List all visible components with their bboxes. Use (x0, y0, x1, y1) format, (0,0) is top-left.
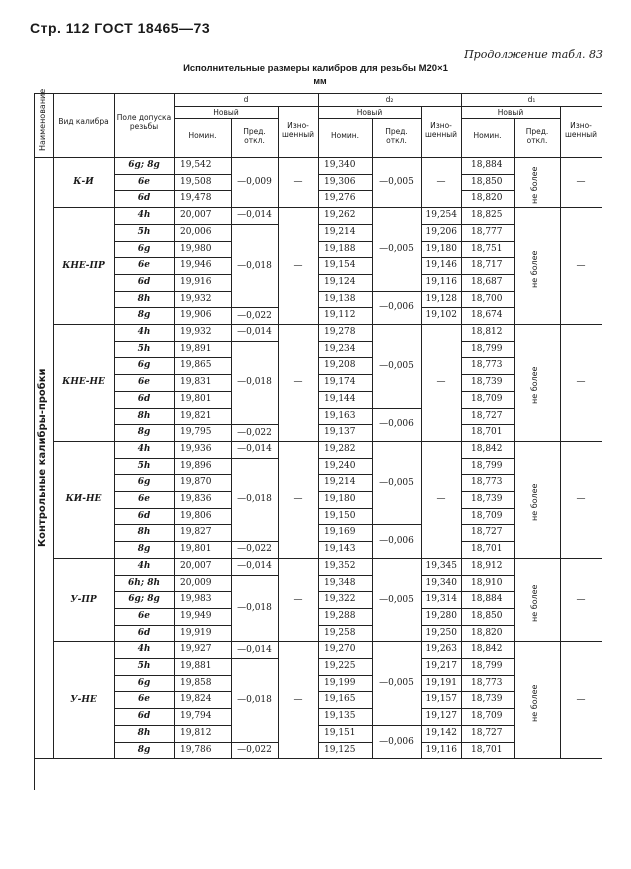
tolerance-cell: 4h (137, 327, 151, 337)
d-limit-deviation: —0,018 (237, 694, 272, 705)
dimensions-table (34, 88, 602, 790)
column-header-tolerance: Поле допуска резьбы (116, 113, 172, 131)
d-nominal-cell: 19,896 (180, 460, 212, 471)
gauge-type-label: КИ-НЕ (65, 494, 102, 505)
d2-worn-dash: — (436, 377, 446, 388)
d1-worn-dash: — (576, 694, 586, 705)
d1-nominal-cell: 18,842 (471, 644, 503, 655)
d2-nominal-cell: 19,276 (324, 193, 356, 204)
d1-limit-not-more: не более (530, 366, 539, 405)
tolerance-cell: 6d (137, 510, 151, 521)
tolerance-cell: 4h (137, 644, 151, 655)
column-header-limit-dev: Пред. откл. (385, 127, 408, 145)
header-rule-new-d (174, 118, 278, 119)
row-rule (231, 458, 278, 459)
d-nominal-cell: 19,906 (180, 310, 212, 321)
tolerance-cell: 8g (137, 744, 151, 755)
d-limit-deviation: —0,018 (237, 260, 272, 271)
column-header-limit-dev: Пред. откл. (525, 127, 549, 145)
d1-nominal-cell: 18,709 (471, 393, 503, 404)
gauge-type-label: К-И (73, 177, 94, 188)
d-nominal-cell: 19,801 (180, 393, 212, 404)
column-header-gauge-type: Вид калибра (58, 117, 109, 126)
d2-nominal-cell: 19,180 (324, 494, 356, 504)
d-nominal-cell: 19,932 (180, 327, 212, 337)
d-nominal-cell: 19,891 (180, 343, 212, 354)
d-nominal-cell: 19,916 (180, 276, 212, 287)
d2-worn-cell: 19,254 (425, 210, 457, 221)
header-subcol-rule (560, 118, 561, 157)
d2-worn-cell: 19,280 (425, 610, 457, 621)
d-limit-deviation: —0,018 (237, 602, 272, 613)
d1-limit-not-more: не более (530, 483, 539, 522)
d1-nominal-cell: 18,709 (471, 711, 503, 722)
tolerance-cell: 5h (137, 661, 151, 671)
d1-nominal-cell: 18,820 (471, 193, 503, 204)
header-rule-new-d1 (461, 118, 560, 119)
d1-nominal-cell: 18,799 (471, 343, 503, 354)
d2-limit-deviation: —0,005 (379, 360, 414, 371)
d2-nominal-cell: 19,188 (324, 243, 356, 254)
d-nominal-cell: 19,801 (180, 544, 212, 555)
tolerance-cell: 6e (138, 176, 150, 187)
d2-worn-cell: 19,128 (425, 293, 457, 304)
d2-limit-deviation: —0,005 (379, 678, 414, 689)
tolerance-cell: 8g (137, 310, 151, 321)
d2-nominal-cell: 19,137 (324, 427, 356, 438)
d-nominal-cell: 19,858 (180, 677, 212, 688)
d-limit-deviation: —0,022 (237, 744, 272, 755)
tolerance-cell: 6d (137, 627, 151, 638)
d2-worn-cell: 19,263 (425, 644, 457, 655)
column-header-nominal: Номин. (473, 131, 502, 140)
d2-worn-cell: 19,217 (425, 661, 457, 671)
d-worn-dash: — (293, 177, 303, 188)
d1-nominal-cell: 18,812 (471, 327, 503, 337)
d2-nominal-cell: 19,138 (324, 293, 356, 304)
column-header-d1: d₁ (527, 95, 536, 104)
d2-nominal-cell: 19,288 (324, 610, 356, 621)
tolerance-cell: 5h (137, 460, 151, 471)
d1-nominal-cell: 18,701 (471, 544, 503, 555)
d-nominal-cell: 19,806 (180, 510, 212, 521)
d2-limit-deviation: —0,006 (379, 736, 414, 747)
d-nominal-cell: 20,009 (180, 577, 212, 588)
d1-nominal-cell: 18,912 (471, 560, 503, 571)
tolerance-cell: 5h (137, 226, 151, 237)
d1-nominal-cell: 18,884 (471, 594, 503, 605)
gauge-type-label: У-ПР (70, 594, 97, 605)
d1-nominal-cell: 18,850 (471, 176, 503, 187)
d2-nominal-cell: 19,278 (324, 327, 356, 337)
d1-limit-not-more: не более (530, 166, 539, 205)
unit-label: мм (313, 76, 327, 86)
d2-nominal-cell: 19,234 (324, 343, 356, 354)
tolerance-cell: 4h (137, 210, 151, 221)
d2-limit-deviation: —0,006 (379, 302, 414, 313)
d2-nominal-cell: 19,306 (324, 176, 356, 187)
d2-worn-dash: — (436, 177, 446, 188)
d-nominal-cell: 19,824 (180, 694, 212, 705)
d2-nominal-cell: 19,348 (324, 577, 356, 588)
d1-worn-dash: — (576, 377, 586, 388)
d1-nominal-cell: 18,850 (471, 610, 503, 621)
body-col-rule (114, 157, 115, 758)
d-limit-deviation: —0,022 (237, 427, 272, 438)
header-subcol-rule (231, 118, 232, 157)
header-subcol-rule (278, 106, 279, 118)
d2-nominal-cell: 19,340 (324, 160, 356, 170)
header-rule-new-d2 (318, 118, 421, 119)
d1-nominal-cell: 18,773 (471, 677, 503, 688)
body-col-rule (231, 157, 232, 758)
d-limit-deviation: —0,014 (237, 210, 272, 221)
d-worn-dash: — (293, 260, 303, 271)
d2-nominal-cell: 19,150 (324, 510, 356, 521)
d2-nominal-cell: 19,352 (324, 560, 356, 571)
d-nominal-cell: 20,007 (180, 210, 212, 221)
d-nominal-cell: 20,006 (180, 226, 212, 237)
page-reference: Стр. 112 ГОСТ 18465—73 (30, 20, 211, 36)
d1-worn-dash: — (576, 594, 586, 605)
d-nominal-cell: 19,865 (180, 360, 212, 371)
row-rule (372, 524, 421, 525)
body-col-rule (318, 157, 319, 758)
d2-nominal-cell: 19,174 (324, 377, 356, 388)
d2-limit-deviation: —0,005 (379, 177, 414, 188)
d2-nominal-cell: 19,208 (324, 360, 356, 371)
gauge-type-label: У-НЕ (70, 694, 97, 705)
d1-nominal-cell: 18,701 (471, 744, 503, 755)
tolerance-cell: 6g (137, 360, 151, 371)
header-col-rule (114, 93, 115, 157)
d-limit-deviation: —0,014 (237, 644, 272, 655)
d2-worn-cell: 19,116 (425, 744, 457, 755)
d2-worn-cell: 19,345 (425, 560, 457, 571)
body-col-rule (514, 157, 515, 758)
tolerance-cell: 5h (137, 343, 151, 354)
d2-limit-deviation: —0,006 (379, 536, 414, 547)
row-rule (372, 291, 421, 292)
body-col-rule (53, 157, 54, 758)
d2-nominal-cell: 19,322 (324, 594, 356, 605)
d-worn-dash: — (293, 594, 303, 605)
tolerance-cell: 4h (137, 560, 151, 571)
column-header-limit-dev: Пред. откл. (243, 127, 266, 145)
d-nominal-cell: 19,812 (180, 727, 212, 738)
tolerance-cell: 8h (137, 293, 151, 304)
d2-nominal-cell: 19,135 (324, 711, 356, 722)
d1-worn-dash: — (576, 494, 586, 505)
header-subcol-rule (560, 106, 561, 118)
tolerance-cell: 8g (137, 427, 151, 438)
d2-nominal-cell: 19,154 (324, 260, 356, 271)
d-nominal-cell: 19,831 (180, 377, 212, 388)
tolerance-cell: 8h (137, 727, 151, 738)
d2-worn-cell: 19,206 (425, 226, 457, 237)
d-nominal-cell: 19,795 (180, 427, 212, 438)
d-nominal-cell: 19,927 (180, 644, 212, 655)
body-col-rule (421, 157, 422, 758)
d1-worn-dash: — (576, 177, 586, 188)
body-col-rule (461, 157, 462, 758)
header-subcol-rule (421, 118, 422, 157)
d2-worn-cell: 19,157 (425, 694, 457, 705)
gauge-type-label: КНЕ-НЕ (62, 377, 105, 388)
d1-nominal-cell: 18,727 (471, 410, 503, 421)
row-rule (372, 725, 421, 726)
d1-limit-not-more: не более (530, 684, 539, 722)
d-nominal-cell: 19,946 (180, 260, 212, 271)
d2-worn-cell: 19,314 (425, 594, 457, 605)
d1-nominal-cell: 18,825 (471, 210, 503, 221)
d2-nominal-cell: 19,214 (324, 477, 356, 488)
name-col-bottom-rule (34, 758, 53, 759)
tolerance-cell: 6e (138, 494, 150, 504)
d2-limit-deviation: —0,006 (379, 419, 414, 430)
table-title: Исполнительные размеры калибров для резьбы М20×1 (183, 63, 448, 74)
d2-worn-cell: 19,250 (425, 627, 457, 638)
column-header-d: d (243, 95, 249, 104)
tolerance-cell: 6g (137, 677, 151, 688)
d-nominal-cell: 19,932 (180, 293, 212, 304)
d-limit-deviation: —0,009 (237, 177, 272, 188)
row-rule (231, 341, 278, 342)
d2-nominal-cell: 19,125 (324, 744, 356, 755)
tolerance-cell: 6h; 8h (127, 577, 161, 588)
d-nominal-cell: 19,794 (180, 711, 212, 722)
row-rule (231, 224, 278, 225)
d1-nominal-cell: 18,820 (471, 627, 503, 638)
d1-nominal-cell: 18,910 (471, 577, 503, 588)
tolerance-cell: 6g (137, 477, 151, 488)
column-header-new: Новый (356, 108, 383, 117)
d2-nominal-cell: 19,169 (324, 527, 356, 538)
header-rule-symbols (174, 106, 602, 107)
column-header-name: Наименование (38, 88, 47, 151)
d2-limit-deviation: —0,005 (379, 594, 414, 605)
d1-limit-not-more: не более (530, 584, 539, 622)
header-col-rule (53, 93, 54, 157)
d1-nominal-cell: 18,674 (471, 310, 503, 321)
d-nominal-cell: 19,836 (180, 494, 212, 504)
row-rule (231, 575, 278, 576)
column-header-nominal: Номин. (188, 131, 217, 140)
d-limit-deviation: —0,018 (237, 377, 272, 388)
header-subcol-rule (278, 118, 279, 157)
d-limit-deviation: —0,014 (237, 327, 272, 338)
tolerance-cell: 6e (138, 610, 150, 621)
d2-worn-cell: 19,180 (425, 243, 457, 254)
d1-nominal-cell: 18,751 (471, 243, 503, 254)
d2-worn-cell: 19,116 (425, 276, 457, 287)
continuation-note: Продолжение табл. 83 (464, 48, 603, 61)
tolerance-cell: 6g; 8g (128, 160, 160, 170)
d2-worn-cell: 19,340 (425, 577, 457, 588)
d1-nominal-cell: 18,884 (471, 160, 503, 170)
d-nominal-cell: 19,827 (180, 527, 212, 538)
d-nominal-cell: 19,786 (180, 744, 212, 755)
column-header-worn: Изно-шенный (564, 121, 598, 139)
table-left-rule (34, 93, 35, 790)
tolerance-cell: 6g; 8g (128, 594, 160, 605)
d-limit-deviation: —0,014 (237, 444, 272, 455)
d1-nominal-cell: 18,727 (471, 527, 503, 538)
d2-worn-cell: 19,146 (425, 260, 457, 271)
d2-nominal-cell: 19,144 (324, 393, 356, 404)
tolerance-cell: 6g (137, 243, 151, 254)
d2-nominal-cell: 19,124 (324, 276, 356, 287)
tolerance-cell: 6d (137, 393, 151, 404)
d2-worn-cell: 19,191 (425, 677, 457, 688)
d1-nominal-cell: 18,687 (471, 276, 503, 287)
body-col-rule (372, 157, 373, 758)
d-limit-deviation: —0,022 (237, 310, 272, 321)
d-limit-deviation: —0,014 (237, 561, 272, 572)
d-worn-dash: — (293, 694, 303, 705)
d2-worn-dash: — (436, 494, 446, 505)
d-nominal-cell: 20,007 (180, 560, 212, 571)
d1-nominal-cell: 18,842 (471, 443, 503, 454)
header-subcol-rule (372, 118, 373, 157)
tolerance-cell: 6d (137, 711, 151, 722)
tolerance-cell: 8h (137, 527, 151, 538)
d-nominal-cell: 19,870 (180, 477, 212, 488)
d-nominal-cell: 19,919 (180, 627, 212, 638)
d-limit-deviation: —0,022 (237, 544, 272, 555)
column-header-nominal: Номин. (330, 131, 360, 140)
d-nominal-cell: 19,949 (180, 610, 212, 621)
d1-nominal-cell: 18,709 (471, 510, 503, 521)
body-col-rule (174, 157, 175, 758)
d2-nominal-cell: 19,143 (324, 544, 356, 555)
d1-nominal-cell: 18,799 (471, 661, 503, 671)
column-header-worn: Изно-шенный (424, 121, 458, 139)
tolerance-cell: 8h (137, 410, 151, 421)
d1-nominal-cell: 18,727 (471, 727, 503, 738)
d2-nominal-cell: 19,258 (324, 627, 356, 638)
d1-nominal-cell: 18,717 (471, 260, 503, 271)
d1-nominal-cell: 18,777 (471, 226, 503, 237)
tolerance-cell: 6e (138, 694, 150, 705)
d1-nominal-cell: 18,701 (471, 427, 503, 438)
d-nominal-cell: 19,508 (180, 176, 212, 187)
body-col-rule (278, 157, 279, 758)
d2-nominal-cell: 19,240 (324, 460, 356, 471)
d1-nominal-cell: 18,773 (471, 477, 503, 488)
d-nominal-cell: 19,881 (180, 661, 212, 671)
column-header-worn: Изно-шенный (281, 121, 315, 139)
d-limit-deviation: —0,018 (237, 494, 272, 505)
gauge-type-label: КНЕ-ПР (62, 260, 105, 271)
d2-nominal-cell: 19,151 (324, 727, 356, 738)
tolerance-cell: 8g (137, 544, 151, 555)
d-worn-dash: — (293, 377, 303, 388)
tolerance-cell: 6e (138, 260, 150, 271)
d-nominal-cell: 19,980 (180, 243, 212, 254)
d2-nominal-cell: 19,214 (324, 226, 356, 237)
column-header-d2: d₂ (385, 95, 394, 104)
d2-nominal-cell: 19,225 (324, 661, 356, 671)
header-subcol-rule (514, 118, 515, 157)
header-subcol-rule (421, 106, 422, 118)
d1-nominal-cell: 18,700 (471, 293, 503, 304)
group-label: Контрольные калибры-пробки (37, 368, 48, 547)
d-nominal-cell: 19,936 (180, 443, 212, 454)
tolerance-cell: 6d (137, 193, 151, 204)
d2-nominal-cell: 19,262 (324, 210, 356, 221)
d-nominal-cell: 19,821 (180, 410, 212, 421)
d-nominal-cell: 19,542 (180, 160, 212, 170)
d2-nominal-cell: 19,163 (324, 410, 356, 421)
d-nominal-cell: 19,983 (180, 594, 212, 605)
d1-nominal-cell: 18,773 (471, 360, 503, 371)
d1-nominal-cell: 18,739 (471, 694, 503, 705)
body-col-rule (560, 157, 561, 758)
column-header-new: Новый (497, 108, 524, 117)
tolerance-cell: 6d (137, 276, 151, 287)
d1-worn-dash: — (576, 260, 586, 271)
d2-nominal-cell: 19,270 (324, 644, 356, 655)
d2-nominal-cell: 19,112 (324, 310, 356, 321)
d1-nominal-cell: 18,739 (471, 494, 503, 504)
d2-limit-deviation: —0,005 (379, 477, 414, 488)
d-worn-dash: — (293, 494, 303, 505)
d1-nominal-cell: 18,799 (471, 460, 503, 471)
d2-nominal-cell: 19,199 (324, 677, 356, 688)
tolerance-cell: 6e (138, 377, 150, 388)
d2-worn-cell: 19,127 (425, 711, 457, 722)
d1-limit-not-more: не более (530, 250, 539, 288)
d-nominal-cell: 19,478 (180, 193, 212, 204)
group-bottom-rule (53, 758, 602, 759)
d2-limit-deviation: —0,005 (379, 243, 414, 254)
tolerance-cell: 4h (137, 443, 151, 454)
row-rule (231, 658, 278, 659)
d1-nominal-cell: 18,739 (471, 377, 503, 388)
row-rule (372, 408, 421, 409)
d2-worn-cell: 19,142 (425, 727, 457, 738)
d2-nominal-cell: 19,165 (324, 694, 356, 705)
d2-worn-cell: 19,102 (425, 310, 457, 321)
column-header-new: Новый (213, 108, 239, 117)
d2-nominal-cell: 19,282 (324, 443, 356, 454)
